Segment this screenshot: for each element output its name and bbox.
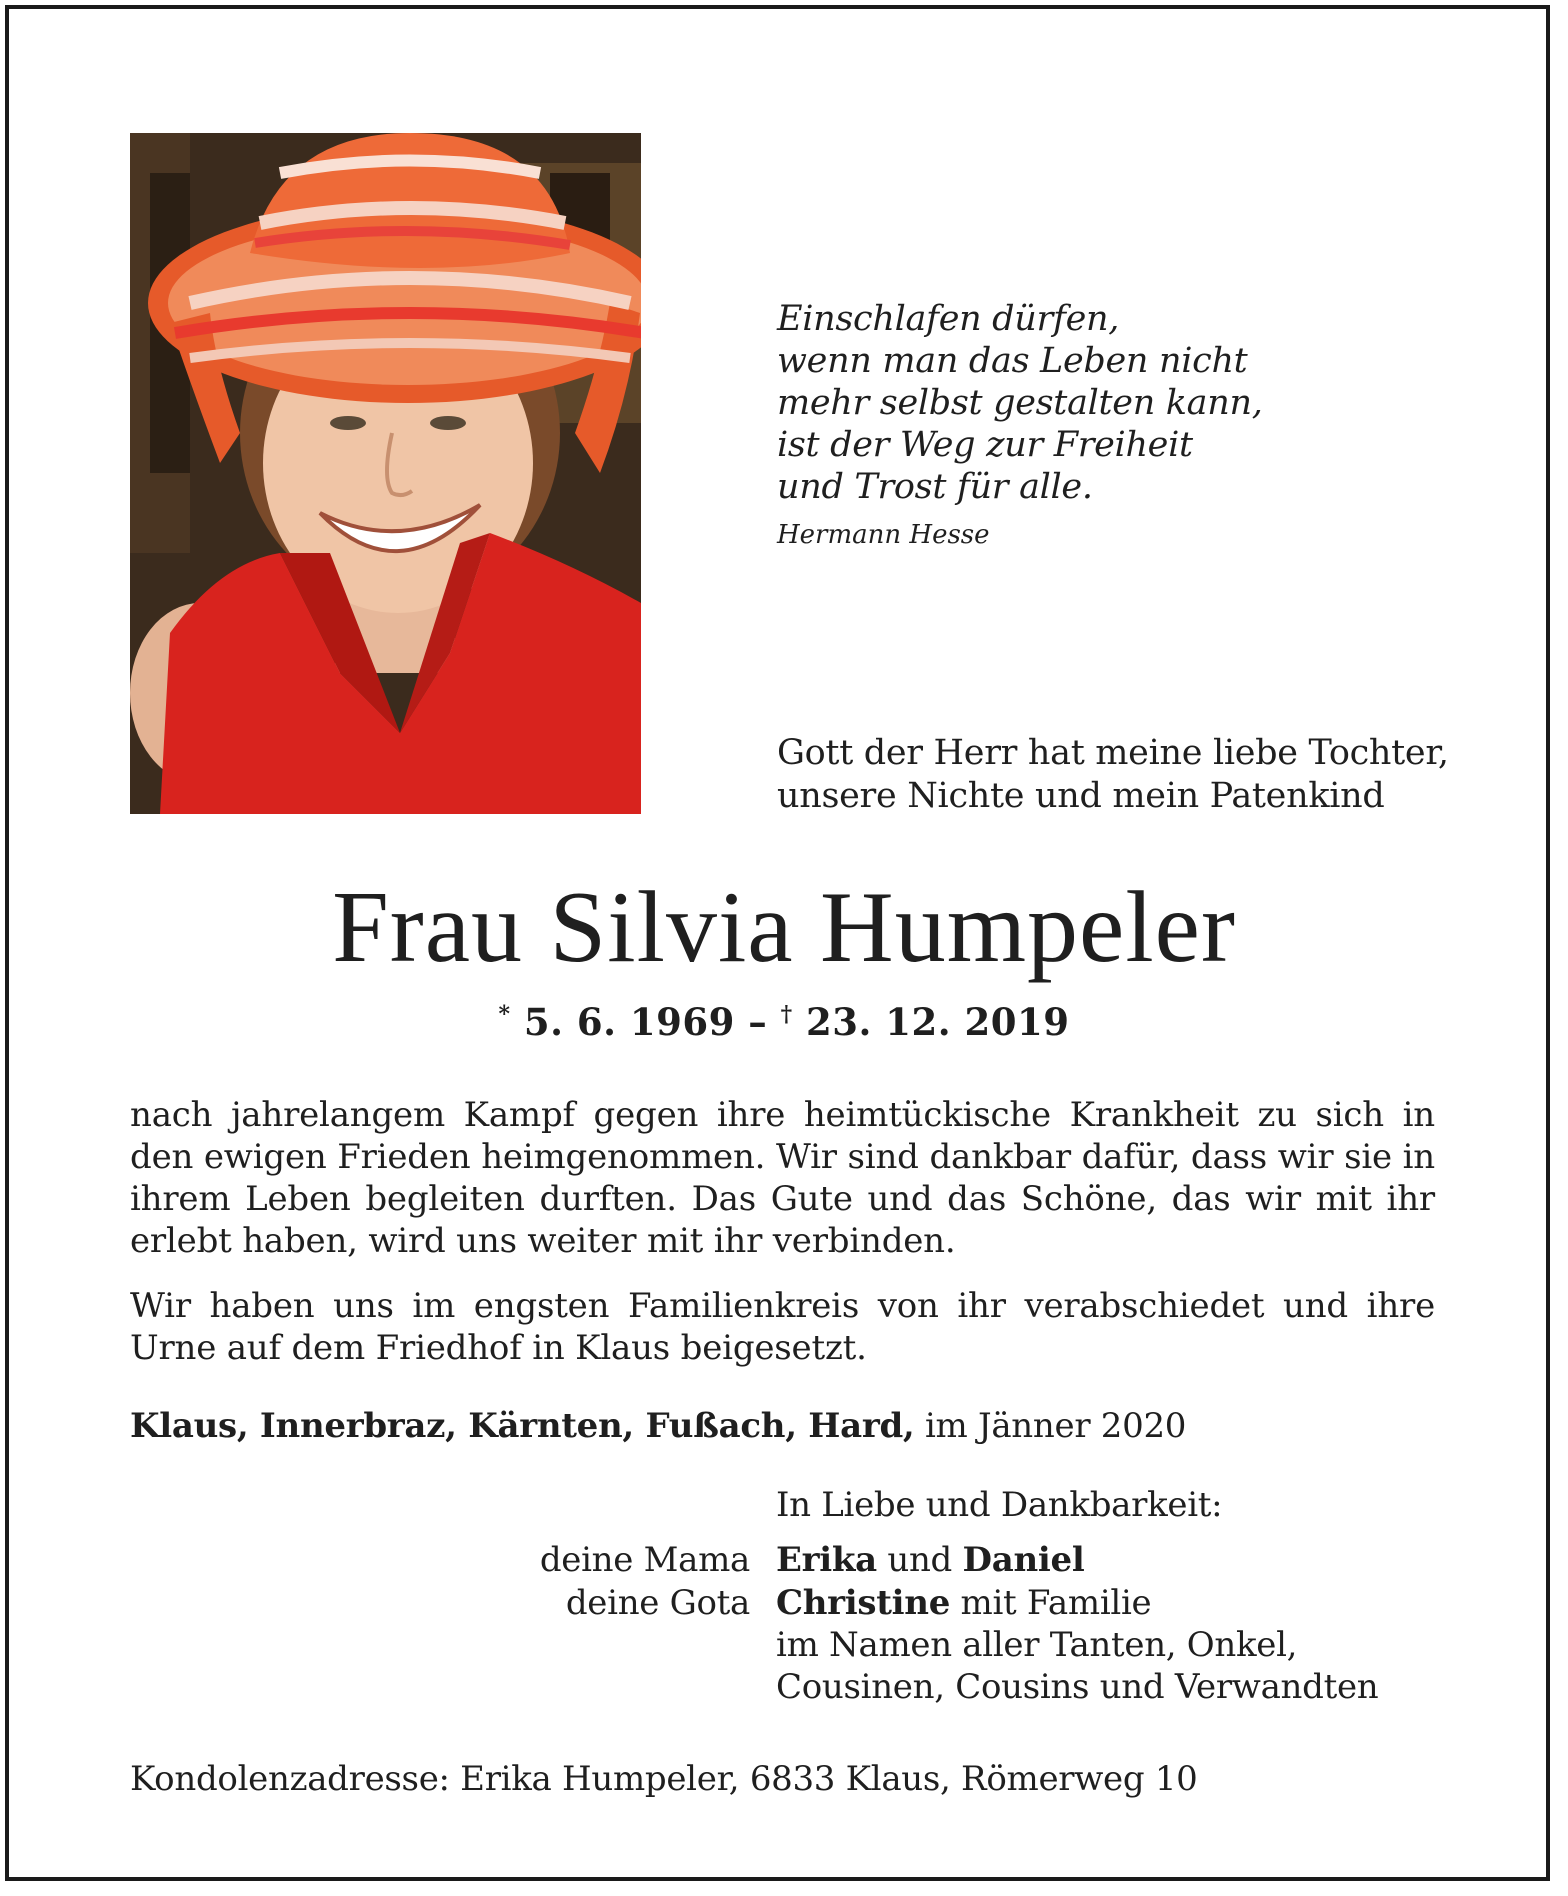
announcement-intro — [777, 732, 1449, 818]
life-dates — [0, 1000, 1568, 1044]
signature-line — [776, 1583, 1151, 1623]
poem-line: wenn man das Leben nicht — [777, 341, 1248, 381]
place-names: Klaus, Innerbraz, Kärnten, Fußach, Hard, — [130, 1406, 915, 1446]
intro-line: unsere Nichte und mein Patenkind — [777, 776, 1385, 816]
signature-line: im Namen aller Tanten, Onkel, — [776, 1625, 1298, 1665]
issue-date: im Jänner 2020 — [924, 1406, 1187, 1446]
portrait-illustration — [130, 133, 641, 814]
mourner-suffix: mit Familie — [960, 1583, 1152, 1623]
condolence-address: Kondolenzadresse: Erika Humpeler, 6833 Klaus, Römerweg 10 — [130, 1759, 1198, 1799]
body-paragraph: nach jahrelangem Kampf gegen ihre heimtückische Krankheit zu sich in den ewigen Frieden heimgenommen. Wir sind dankbar dafür, dass wir sie in ihrem Leben begleiten durften. Das Gute und das Schöne, das wir mit ihr erlebt haben, wird uns weiter mit ihr verbinden. — [130, 1095, 1435, 1261]
deceased-name: Frau Silvia Humpeler — [332, 871, 1236, 984]
intro-line: Gott der Herr hat meine liebe Tochter, — [777, 733, 1449, 773]
portrait-photo — [130, 133, 641, 814]
poem-line: und Trost für alle. — [777, 467, 1093, 507]
death-symbol: † — [780, 1001, 793, 1028]
death-date: 23. 12. 2019 — [806, 1000, 1070, 1044]
relation-label: deine Mama — [539, 1540, 750, 1580]
signature-line: Cousinen, Cousins und Verwandten — [776, 1667, 1379, 1707]
poem-line: Einschlafen dürfen, — [777, 299, 1120, 339]
poem-quote — [777, 298, 1263, 508]
mourner-name: Daniel — [962, 1540, 1085, 1580]
date-separator: – — [748, 1000, 768, 1044]
relation-label: deine Gota — [565, 1583, 750, 1623]
mourner-name: Christine — [776, 1583, 951, 1623]
signature-intro: In Liebe und Dankbarkeit: — [776, 1485, 1223, 1525]
conjunction: und — [887, 1540, 953, 1580]
birth-date: 5. 6. 1969 — [523, 1000, 735, 1044]
poem-line: mehr selbst gestalten kann, — [777, 383, 1263, 423]
places-and-date — [130, 1406, 1186, 1446]
poem-author: Hermann Hesse — [777, 520, 990, 550]
body-paragraph: Wir haben uns im engsten Familienkreis von ihr verabschiedet und ihre Urne auf dem Friedhof in Klaus beigesetzt. — [130, 1286, 1435, 1368]
birth-symbol: * — [498, 1001, 511, 1028]
poem-line: ist der Weg zur Freiheit — [777, 425, 1193, 465]
signature-line — [776, 1540, 1084, 1580]
mourner-name: Erika — [776, 1540, 877, 1580]
